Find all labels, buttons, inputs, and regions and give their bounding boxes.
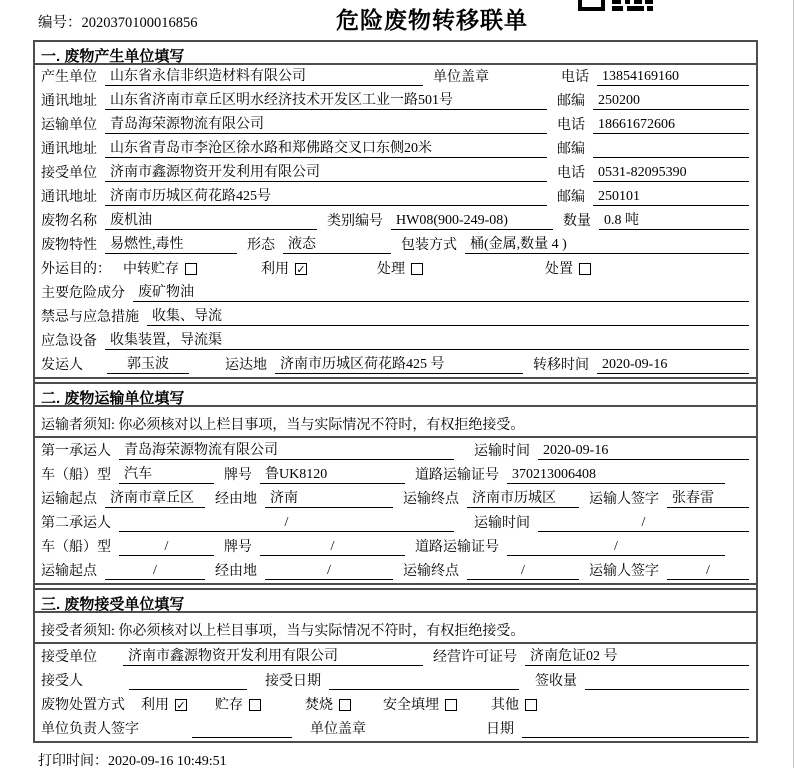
via2-value-field: / bbox=[265, 563, 393, 580]
receiver-label: 接受单位 bbox=[41, 166, 97, 181]
dest-label: 运达地 bbox=[225, 358, 267, 373]
origin2-label: 运输起点 bbox=[41, 564, 97, 579]
row-vehicle2 bbox=[35, 535, 756, 559]
taboo-value-field: 收集、导流 bbox=[147, 305, 749, 326]
plate1-label: 牌号 bbox=[224, 468, 252, 483]
checkbox-unchecked-icon bbox=[185, 263, 197, 275]
sign2-label: 运输人签字 bbox=[589, 564, 659, 579]
checkbox-unchecked-icon bbox=[579, 263, 591, 275]
waste-name-value-field: 废机油 bbox=[105, 209, 317, 230]
disposal-other-label: 其他 bbox=[491, 698, 519, 713]
packing-label: 包装方式 bbox=[401, 238, 457, 253]
row-transporter-address bbox=[35, 137, 756, 161]
disposal-option-store bbox=[215, 694, 261, 714]
purpose-option-dispose bbox=[545, 258, 591, 278]
form-label: 形态 bbox=[247, 238, 275, 253]
checkbox-unchecked-icon bbox=[445, 699, 457, 711]
purpose-treat-label: 处理 bbox=[377, 262, 405, 277]
plate2-label: 牌号 bbox=[224, 540, 252, 555]
unit-seal-label: 单位盖章 bbox=[433, 70, 489, 85]
acceptor-label: 接受人 bbox=[41, 674, 83, 689]
permit-value-field: 济南危证02 号 bbox=[525, 645, 749, 666]
zip2-value-field bbox=[593, 141, 749, 158]
addr1-value-field: 山东省济南市章丘区明水经济技术开发区工业一路501号 bbox=[105, 89, 547, 110]
time2-label: 运输时间 bbox=[474, 516, 530, 531]
addr3-label: 通讯地址 bbox=[41, 190, 97, 205]
checkbox-unchecked-icon bbox=[249, 699, 261, 711]
sign1-value-field: 张春雷 bbox=[667, 487, 749, 508]
section-producer-title: 一. 废物产生单位填写 bbox=[35, 42, 756, 65]
purpose-option-transfer bbox=[123, 258, 197, 278]
waste-name-label: 废物名称 bbox=[41, 214, 97, 229]
disposal-landfill-label: 安全填埋 bbox=[383, 698, 439, 713]
row-producer bbox=[35, 65, 756, 89]
sign1-label: 运输人签字 bbox=[589, 492, 659, 507]
phone1-value-field: 13854169160 bbox=[597, 69, 749, 86]
vehicle1-value-field: 汽车 bbox=[119, 463, 214, 484]
window-edge-line bbox=[793, 0, 794, 768]
manifest-form bbox=[33, 40, 758, 743]
plate1-value-field: 鲁UK8120 bbox=[260, 463, 405, 484]
carrier1-label: 第一承运人 bbox=[41, 444, 111, 459]
end1-value-field: 济南市历城区 bbox=[467, 487, 579, 508]
disposal-use-label: 利用 bbox=[141, 698, 169, 713]
character-value-field: 易燃性,毒性 bbox=[105, 233, 237, 254]
zip1-value-field: 250200 bbox=[593, 93, 749, 110]
carrier1-value-field: 青岛海荣源物流有限公司 bbox=[119, 439, 454, 460]
character-label: 废物特性 bbox=[41, 238, 97, 253]
row-disposal bbox=[35, 693, 756, 717]
purpose-use-label: 利用 bbox=[261, 262, 289, 277]
time1-label: 运输时间 bbox=[474, 444, 530, 459]
license2-label: 道路运输证号 bbox=[415, 540, 499, 555]
row-accept-unit bbox=[35, 644, 756, 669]
row-waste-character bbox=[35, 233, 756, 257]
row-receiver bbox=[35, 161, 756, 185]
license2-value-field: / bbox=[507, 539, 725, 556]
leader-sign-label: 单位负责人签字 bbox=[41, 722, 139, 737]
print-time-value: 2020-09-16 10:49:51 bbox=[108, 754, 227, 768]
vehicle1-label: 车（船）型 bbox=[41, 468, 111, 483]
page-title: 危险废物转移联单 bbox=[336, 7, 528, 33]
phone2-value-field: 18661672606 bbox=[593, 117, 749, 134]
row-route1 bbox=[35, 487, 756, 511]
hazard-label: 主要危险成分 bbox=[41, 286, 125, 301]
checkbox-unchecked-icon bbox=[525, 699, 537, 711]
disposal-option-use bbox=[141, 694, 187, 714]
received-qty-label: 签收量 bbox=[535, 674, 577, 689]
category-value-field: HW08(900-249-08) bbox=[391, 213, 553, 230]
accept-unit-value-field: 济南市鑫源物资开发利用有限公司 bbox=[123, 645, 423, 666]
taboo-label: 禁忌与应急措施 bbox=[41, 310, 139, 325]
row-route2 bbox=[35, 559, 756, 583]
phone3-label: 电话 bbox=[557, 166, 585, 181]
producer-label: 产生单位 bbox=[41, 70, 97, 85]
acceptor-value-field bbox=[129, 673, 247, 690]
section-transport bbox=[35, 382, 756, 585]
row-shipper bbox=[35, 353, 756, 377]
zip3-value-field: 250101 bbox=[593, 189, 749, 206]
purpose-option-treat bbox=[377, 258, 423, 278]
unit-seal2-label: 单位盖章 bbox=[310, 722, 366, 737]
row-producer-address bbox=[35, 89, 756, 113]
vehicle2-value-field: / bbox=[119, 539, 214, 556]
phone2-label: 电话 bbox=[557, 118, 585, 133]
category-label: 类别编号 bbox=[327, 214, 383, 229]
phone3-value-field: 0531-82095390 bbox=[593, 165, 749, 182]
carrier2-value-field: / bbox=[119, 515, 454, 532]
license1-label: 道路运输证号 bbox=[415, 468, 499, 483]
zip2-label: 邮编 bbox=[557, 142, 585, 157]
section-transport-title: 二. 废物运输单位填写 bbox=[35, 384, 756, 407]
checkbox-checked-icon: ✓ bbox=[176, 698, 186, 712]
equipment-label: 应急设备 bbox=[41, 334, 97, 349]
checkbox-unchecked-icon bbox=[339, 699, 351, 711]
disposal-option-other bbox=[491, 694, 537, 714]
quantity-label: 数量 bbox=[563, 214, 591, 229]
hazard-value-field: 废矿物油 bbox=[133, 281, 749, 302]
disposal-label: 废物处置方式 bbox=[41, 698, 125, 713]
end2-label: 运输终点 bbox=[403, 564, 459, 579]
document-header bbox=[0, 0, 796, 38]
section-receiver bbox=[35, 588, 756, 741]
producer-value-field: 山东省永信非织造材料有限公司 bbox=[105, 65, 423, 86]
carrier2-label: 第二承运人 bbox=[41, 516, 111, 531]
permit-label: 经营许可证号 bbox=[433, 650, 517, 665]
row-purpose bbox=[35, 257, 756, 281]
row-vehicle1 bbox=[35, 463, 756, 487]
addr2-label: 通讯地址 bbox=[41, 142, 97, 157]
equipment-value-field: 收集装置，导流渠 bbox=[105, 329, 749, 350]
checkbox-unchecked-icon bbox=[411, 263, 423, 275]
time2-value-field: / bbox=[538, 515, 749, 532]
accept-date-label: 接受日期 bbox=[265, 674, 321, 689]
accept-unit-label: 接受单位 bbox=[41, 650, 97, 665]
addr3-value-field: 济南市历城区荷花路425号 bbox=[105, 185, 547, 206]
leader-sign-value-field bbox=[192, 721, 292, 738]
row-carrier2 bbox=[35, 511, 756, 535]
shipper-label: 发运人 bbox=[41, 358, 83, 373]
via1-value-field: 济南 bbox=[265, 487, 393, 508]
zip1-label: 邮编 bbox=[557, 94, 585, 109]
purpose-transfer-label: 中转贮存 bbox=[123, 262, 179, 277]
row-equipment bbox=[35, 329, 756, 353]
end1-label: 运输终点 bbox=[403, 492, 459, 507]
row-transporter bbox=[35, 113, 756, 137]
transfer-time-label: 转移时间 bbox=[533, 358, 589, 373]
form-value-field: 液态 bbox=[283, 233, 391, 254]
row-carrier1 bbox=[35, 438, 756, 463]
sign2-value-field: / bbox=[667, 563, 749, 580]
receiver-value-field: 济南市鑫源物资开发利用有限公司 bbox=[105, 161, 547, 182]
disposal-store-label: 贮存 bbox=[215, 698, 243, 713]
via2-label: 经由地 bbox=[215, 564, 257, 579]
disposal-option-burn bbox=[305, 694, 351, 714]
accept-date-value-field bbox=[329, 673, 519, 690]
row-leader-sign bbox=[35, 717, 756, 741]
received-qty-value-field bbox=[585, 673, 749, 690]
row-taboo bbox=[35, 305, 756, 329]
dest-value-field: 济南市历城区荷花路425 号 bbox=[275, 353, 523, 374]
origin1-label: 运输起点 bbox=[41, 492, 97, 507]
row-acceptor bbox=[35, 669, 756, 693]
transfer-time-value-field: 2020-09-16 bbox=[597, 357, 749, 374]
phone1-label: 电话 bbox=[561, 70, 589, 85]
license1-value-field: 370213006408 bbox=[507, 467, 725, 484]
via1-label: 经由地 bbox=[215, 492, 257, 507]
addr1-label: 通讯地址 bbox=[41, 94, 97, 109]
section-producer bbox=[35, 42, 756, 379]
addr2-value-field: 山东省青岛市李沧区徐水路和郑佛路交叉口东侧20米 bbox=[105, 137, 547, 158]
row-waste-name bbox=[35, 209, 756, 233]
disposal-burn-label: 焚烧 bbox=[305, 698, 333, 713]
packing-value-field: 桶(金属,数量 4 ) bbox=[465, 233, 749, 254]
qr-code-fragment-icon bbox=[578, 0, 653, 16]
transport-notice: 运输者须知: 你必须核对以上栏目事项，当与实际情况不符时，有权拒绝接受。 bbox=[35, 407, 756, 438]
origin2-value-field: / bbox=[105, 563, 205, 580]
quantity-value-field: 0.8 吨 bbox=[599, 209, 749, 230]
row-hazard bbox=[35, 281, 756, 305]
section-receiver-title: 三. 废物接受单位填写 bbox=[35, 590, 756, 613]
purpose-label: 外运目的： bbox=[41, 262, 111, 277]
purpose-option-use bbox=[261, 258, 307, 278]
end2-value-field: / bbox=[467, 563, 579, 580]
transporter-value-field: 青岛海荣源物流有限公司 bbox=[105, 113, 547, 134]
checkbox-checked-icon: ✓ bbox=[296, 262, 306, 276]
transporter-label: 运输单位 bbox=[41, 118, 97, 133]
date-value-field bbox=[522, 721, 749, 738]
plate2-value-field: / bbox=[260, 539, 405, 556]
shipper-value-field: 郭玉波 bbox=[107, 353, 189, 374]
disposal-option-landfill bbox=[383, 694, 457, 714]
print-time-label: 打印时间： bbox=[38, 754, 108, 768]
serial-value: 2020370100016856 bbox=[81, 15, 198, 31]
purpose-dispose-label: 处置 bbox=[545, 262, 573, 277]
row-receiver-address bbox=[35, 185, 756, 209]
origin1-value-field: 济南市章丘区 bbox=[105, 487, 205, 508]
date-label: 日期 bbox=[486, 722, 514, 737]
time1-value-field: 2020-09-16 bbox=[538, 443, 749, 460]
receiver-notice: 接受者须知: 你必须核对以上栏目事项，当与实际情况不符时，有权拒绝接受。 bbox=[35, 613, 756, 644]
serial-label: 编号： bbox=[38, 15, 82, 31]
vehicle2-label: 车（船）型 bbox=[41, 540, 111, 555]
zip3-label: 邮编 bbox=[557, 190, 585, 205]
print-time bbox=[38, 750, 227, 768]
